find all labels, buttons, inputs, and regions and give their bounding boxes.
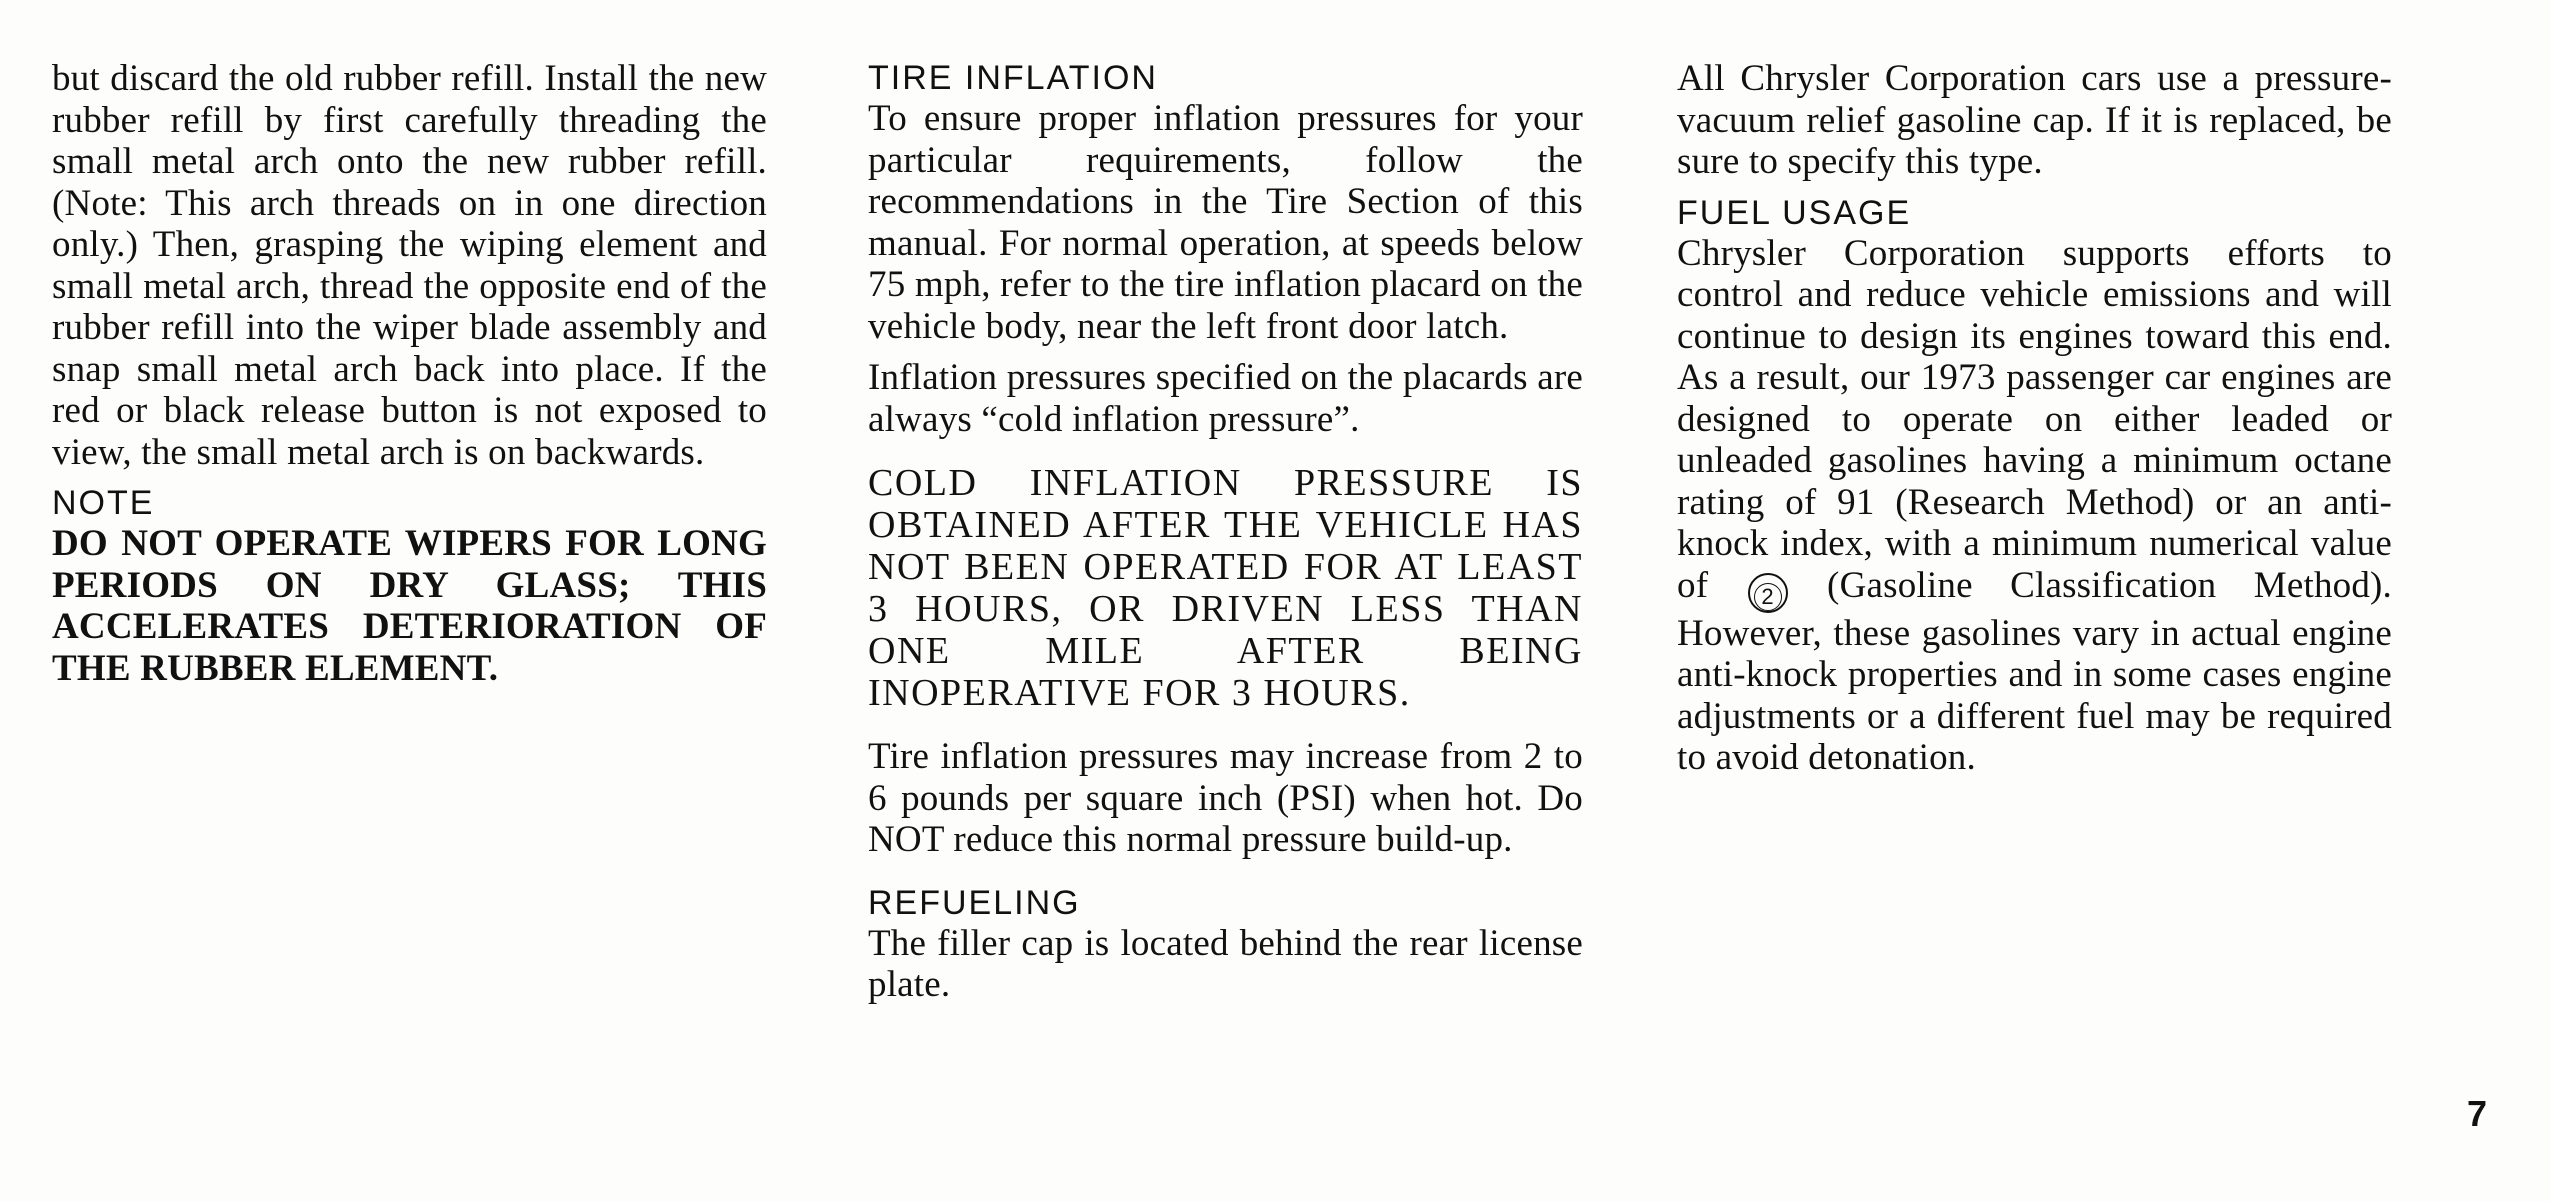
- tire-inflation-paragraph-1: To ensure proper inflation pressures for your particular requirements, follow the recommendations in the Tire Section of this manual. For normal operation, at speeds below 75 mph, refer to the tire inflation placard on the vehicle body, near the left front door latch.: [868, 98, 1583, 347]
- refueling-heading: REFUELING: [868, 883, 1081, 922]
- gasoline-classification-number: 2: [1754, 583, 1782, 611]
- wiper-refill-paragraph: but discard the old rubber refill. Install the new rubber refill by first carefully threading the small metal arch onto the new rubber refill. (Note: This arch threads on in one direction only.) Then, grasping the wiping element and small metal arch, thread the opposite end of the rubber refill into the wiper blade assembly and snap small metal arch back into place. If the red or black release button is not exposed to view, the small metal arch is on backwards.: [52, 58, 767, 473]
- fuel-usage-paragraph: [1677, 233, 2392, 779]
- note-warning-text: DO NOT OPERATE WIPERS FOR LONG PERIODS ON DRY GLASS; THIS ACCELERATES DETERIORATION OF THE RUBBER ELEMENT.: [52, 523, 767, 689]
- fuel-usage-heading: FUEL USAGE: [1677, 193, 1912, 232]
- tire-inflation-paragraph-2: Inflation pressures specified on the placards are always “cold inflation pressure”.: [868, 357, 1583, 440]
- tire-inflation-paragraph-3: Tire inflation pressures may increase from 2 to 6 pounds per square inch (PSI) when hot. Do NOT reduce this normal pressure build-up.: [868, 736, 1583, 860]
- fuel-usage-text-part2: (Gasoline Classification Method). However, these gasolines vary in actual engine anti-knock properties and in some cases engine adjustments or a different fuel may be required to avoid detonation.: [1677, 564, 2393, 778]
- note-heading: NOTE: [52, 484, 155, 522]
- column-left: [52, 58, 767, 689]
- tire-inflation-heading: TIRE INFLATION: [868, 59, 1158, 97]
- refueling-paragraph: The filler cap is located behind the rear license plate.: [868, 922, 1583, 1005]
- fuel-usage-text-part1: Chrysler Corporation supports efforts to control and reduce vehicle emissions and will continue to design its engines toward this end. As a result, our 1973 passenger car engines are designed to operate on either leaded or unleaded gasolines having a minimum octane rating of 91 (Research Method) or an anti-knock index, with a minimum numerical value of: [1677, 232, 2392, 606]
- cold-inflation-notice: COLD INFLATION PRESSURE IS OBTAINED AFTER THE VEHICLE HAS NOT BEEN OPERATED FOR AT LEAST 3 HOURS, OR DRIVEN LESS THAN ONE MILE AFTER BEING INOPERATIVE FOR 3 HOURS.: [868, 462, 1583, 714]
- column-middle: [868, 58, 1583, 1006]
- column-right: [1677, 58, 2392, 779]
- gasoline-classification-symbol: [1748, 573, 1788, 613]
- gasoline-cap-paragraph: All Chrysler Corporation cars use a pressure-vacuum relief gasoline cap. If it is replaced, be sure to specify this type.: [1677, 58, 2392, 182]
- page-number: 7: [2467, 1093, 2488, 1134]
